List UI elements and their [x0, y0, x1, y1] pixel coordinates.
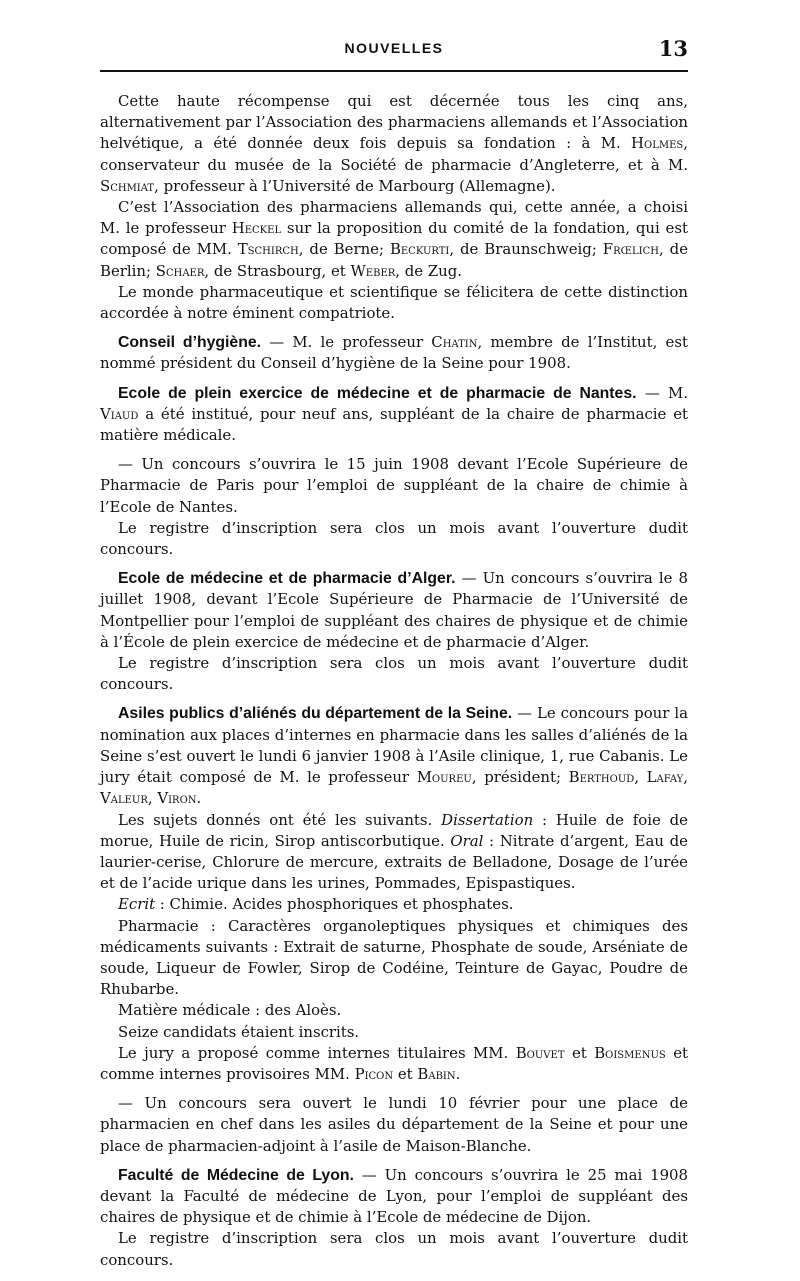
name-schaer: Schaer	[155, 261, 205, 280]
section-heading-asiles: Asiles publics d’aliénés du département de la Seine.	[118, 705, 513, 723]
name-picon: Picon	[354, 1064, 394, 1083]
running-title: NOUVELLES	[344, 40, 444, 56]
paragraph-concours-pharmacien-chef: — Un concours sera ouvert le lundi 10 février pour une place de pharmacien en chef dans les asiles du département de la Seine et pour une place de pharmacien-adjoint à l’asile de Maison-Blanche.	[100, 1094, 688, 1155]
label-ecrit: Ecrit	[118, 895, 156, 914]
paragraph-sujets: Les sujets donnés ont été les suivants. Dissertation : Huile de foie de morue, Huile de ricin, Sirop antiscorbutique. Oral : Nitrate d’argent, Eau de laurier-cerise, Chlorure de mercure, extraits de Belladone, Dosage de l’urée et de l’acide urique dans les urines, Pommades, Epispastiques.	[100, 810, 688, 893]
paragraph-registre-alger: Le registre d’inscription sera clos un mois avant l’ouverture dudit concours.	[100, 654, 688, 694]
label-dissertation: Dissertation	[441, 810, 534, 829]
page-number: 13	[658, 36, 688, 61]
name-tschirch: Tschirch	[237, 240, 299, 259]
paragraph-ecrit: Ecrit : Chimie. Acides phosphoriques et phosphates.	[118, 895, 514, 914]
article-body	[100, 91, 688, 1271]
name-bouvet: Bouvet	[515, 1043, 565, 1062]
name-viaud: Viaud	[100, 404, 139, 423]
section-ecole-alger: Ecole de médecine et de pharmacie d’Alger. — Un concours s’ouvrira le 8 juillet 1908, devant l’Ecole Supérieure de Pharmacie de l’Université de Montpellier pour l’emploi de suppléant des chaires de physique et de chimie à l’École de plein exercice de médecine et de pharmacie d’Alger.	[100, 569, 689, 651]
label-oral: Oral	[450, 831, 484, 850]
name-froelich: Frœlich	[602, 240, 659, 259]
page-header	[100, 36, 688, 62]
paragraph-registre-nantes: Le registre d’inscription sera clos un mois avant l’ouverture dudit concours.	[100, 518, 688, 559]
paragraph-award: Cette haute récompense qui est décernée tous les cinq ans, alternativement par l’Association des pharmaciens allemands et l’Association helvétique, a été donnée deux fois depuis sa fondation : à M. Holmes, conservateur du musée de la Société de pharmacie d’Angleterre, et à M. Schmiat, professeur à l’Université de Marbourg (Allemagne).	[100, 92, 688, 195]
paragraph-candidats: Seize candidats étaient inscrits.	[118, 1022, 360, 1041]
jury-names: Berthoud, Lafay, Valeur, Viron	[100, 768, 688, 808]
name-babin: Babin	[417, 1064, 456, 1083]
header-rule	[100, 70, 688, 72]
section-heading-nantes: Ecole de plein exercice de médecine et de pharmacie de Nantes.	[118, 384, 637, 402]
name-weber: Weber	[350, 261, 396, 280]
name-holmes: Holmes	[631, 134, 684, 153]
section-asiles: Asiles publics d’aliénés du département de la Seine. — Le concours pour la nomination aux places d’internes en pharmacie dans les salles d’aliénés de la Seine s’est ouvert le lundi 6 janvier 1908 à l’Asile clinique, 1, rue Cabanis. Le jury était composé de M. le professeur Moureu, président; Berthoud, Lafay, Valeur, Viron.	[100, 704, 688, 808]
name-schmiat: Schmiat	[100, 176, 155, 195]
section-conseil-hygiene: Conseil d’hygiène. — M. le professeur Chatin, membre de l’Institut, est nommé président du Conseil d’hygiène de la Seine pour 1908.	[100, 333, 688, 373]
paragraph-internes: Le jury a proposé comme internes titulaires MM. Bouvet et Boismenus et comme internes provisoires MM. Picon et Babin.	[100, 1043, 688, 1083]
paragraph-committee: C’est l’Association des pharmaciens allemands qui, cette année, a choisi M. le professeur Heckel sur la proposition du comité de la fondation, qui est composé de MM. Tschirch, de Berne; Beckurti, de Braunschweig; Frœlich, de Berlin; Schaer, de Strasbourg, et Weber, de Zug.	[100, 198, 689, 280]
name-boismenus: Boismenus	[594, 1043, 666, 1062]
section-heading-alger: Ecole de médecine et de pharmacie d’Alger.	[118, 570, 456, 588]
name-heckel: Heckel	[231, 219, 282, 238]
section-faculte-lyon: Faculté de Médecine de Lyon. — Un concours s’ouvrira le 25 mai 1908 devant la Faculté de médecine de Lyon, pour l’emploi de suppléant des chaires de physique et de chimie à l’Ecole de médecine de Dijon.	[100, 1165, 688, 1227]
name-moureu: Moureu	[416, 768, 472, 787]
section-heading-hygiene: Conseil d’hygiène.	[118, 334, 262, 352]
section-heading-lyon: Faculté de Médecine de Lyon.	[118, 1166, 354, 1184]
paragraph-concours-nantes: — Un concours s’ouvrira le 15 juin 1908 devant l’Ecole Supérieure de Pharmacie de Paris pour l’emploi de suppléant de la chaire de chimie à l’Ecole de Nantes.	[100, 455, 688, 516]
paragraph-pharmacie: Pharmacie : Caractères organoleptiques physiques et chimiques des médicaments suivants : Extrait de saturne, Phosphate de soude, Arséniate de soude, Liqueur de Fowler, Sirop de Codéine, Teinture de Gayac, Poudre de Rhubarbe.	[100, 916, 688, 999]
name-chatin: Chatin	[431, 333, 478, 352]
paragraph-matiere-medicale: Matière médicale : des Aloès.	[118, 1001, 342, 1020]
paragraph-registre-lyon: Le registre d’inscription sera clos un mois avant l’ouverture dudit concours.	[100, 1229, 688, 1269]
section-ecole-nantes: Ecole de plein exercice de médecine et de pharmacie de Nantes. — M. Viaud a été institué, pour neuf ans, suppléant de la chaire de pharmacie et matière médicale.	[100, 383, 688, 445]
paragraph-congratulation: Le monde pharmaceutique et scientifique se félicitera de cette distinction accordée à notre éminent compatriote.	[100, 282, 688, 323]
name-beckurti: Beckurti	[389, 240, 450, 259]
